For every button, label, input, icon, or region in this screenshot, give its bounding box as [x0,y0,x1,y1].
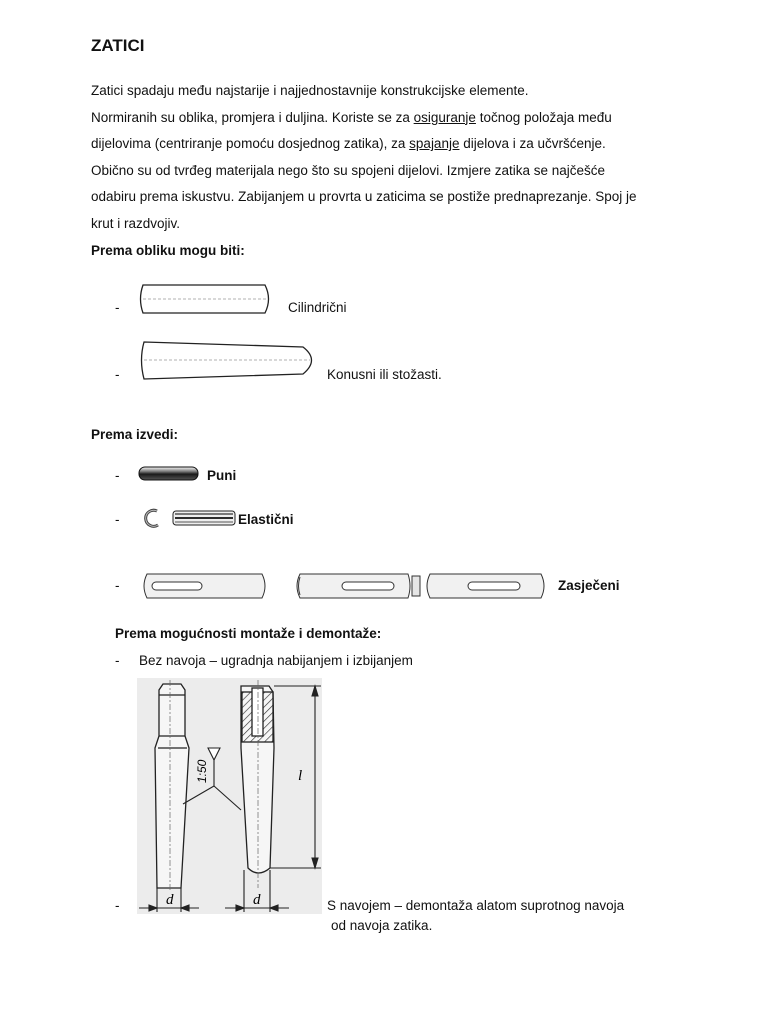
taper-label: 1:50 [195,759,209,783]
intro-line-4: Obično su od tvrđeg materijala nego što su spojeni dijelovi. Izmjere zatika se najčešće [91,162,606,178]
length-label: l [298,768,303,784]
list-dash: - [115,653,120,668]
design-heading: Prema izvedi: [91,427,179,442]
list-dash: - [115,367,120,382]
diameter-label-left: d [166,892,174,908]
solid-label: Puni [207,468,237,483]
mount-heading: Prema mogućnosti montaže i demontaže: [115,626,382,641]
threaded-pin-drawing [137,678,322,914]
intro-line-2: Normiranih su oblika, promjera i duljina. Koriste se za osiguranje točnog položaja među [91,109,612,125]
thread-label-line1: S navojem – demontaža alatom suprotnog navoja [327,898,625,913]
cylindrical-pin-image [135,282,277,318]
elastic-pin-image [140,506,240,532]
list-dash: - [115,468,120,483]
grooved-label: Zasječeni [558,578,620,593]
no-thread-label: Bez navoja – ugradnja nabijanjem i izbijanjem [139,653,413,668]
list-dash: - [115,512,120,527]
intro-line-6: krut i razdvojiv. [91,215,181,231]
cylindrical-label: Cilindrični [288,300,347,315]
grooved-pins-image [140,571,552,601]
conical-pin-image [135,338,320,383]
intro-line-3: dijelovima (centriranje pomoću dosjednog zatika), za spajanje dijelova i za učvršćenje. [91,136,606,151]
elastic-label: Elastični [238,512,294,527]
intro-line-5: odabiru prema iskustvu. Zabijanjem u provrta u zaticima se postiže prednaprezanje. Spoj je [91,189,637,204]
page-title: ZATICI [91,36,145,55]
list-dash: - [115,898,120,913]
diameter-label-right: d [253,892,261,908]
list-dash: - [115,578,120,593]
underlined-word-osiguranje: osiguranje [413,109,476,125]
list-dash: - [115,300,120,315]
intro-paragraph [91,78,681,237]
underlined-word-spajanje: spajanje [409,136,460,151]
thread-label-line2: od navoja zatika. [331,918,433,933]
solid-pin-image [138,466,200,482]
shape-heading: Prema obliku mogu biti: [91,243,245,258]
intro-line-1: Zatici spadaju među najstarije i najjednostavnije konstrukcijske elemente. [91,83,529,98]
conical-label: Konusni ili stožasti. [327,367,442,382]
